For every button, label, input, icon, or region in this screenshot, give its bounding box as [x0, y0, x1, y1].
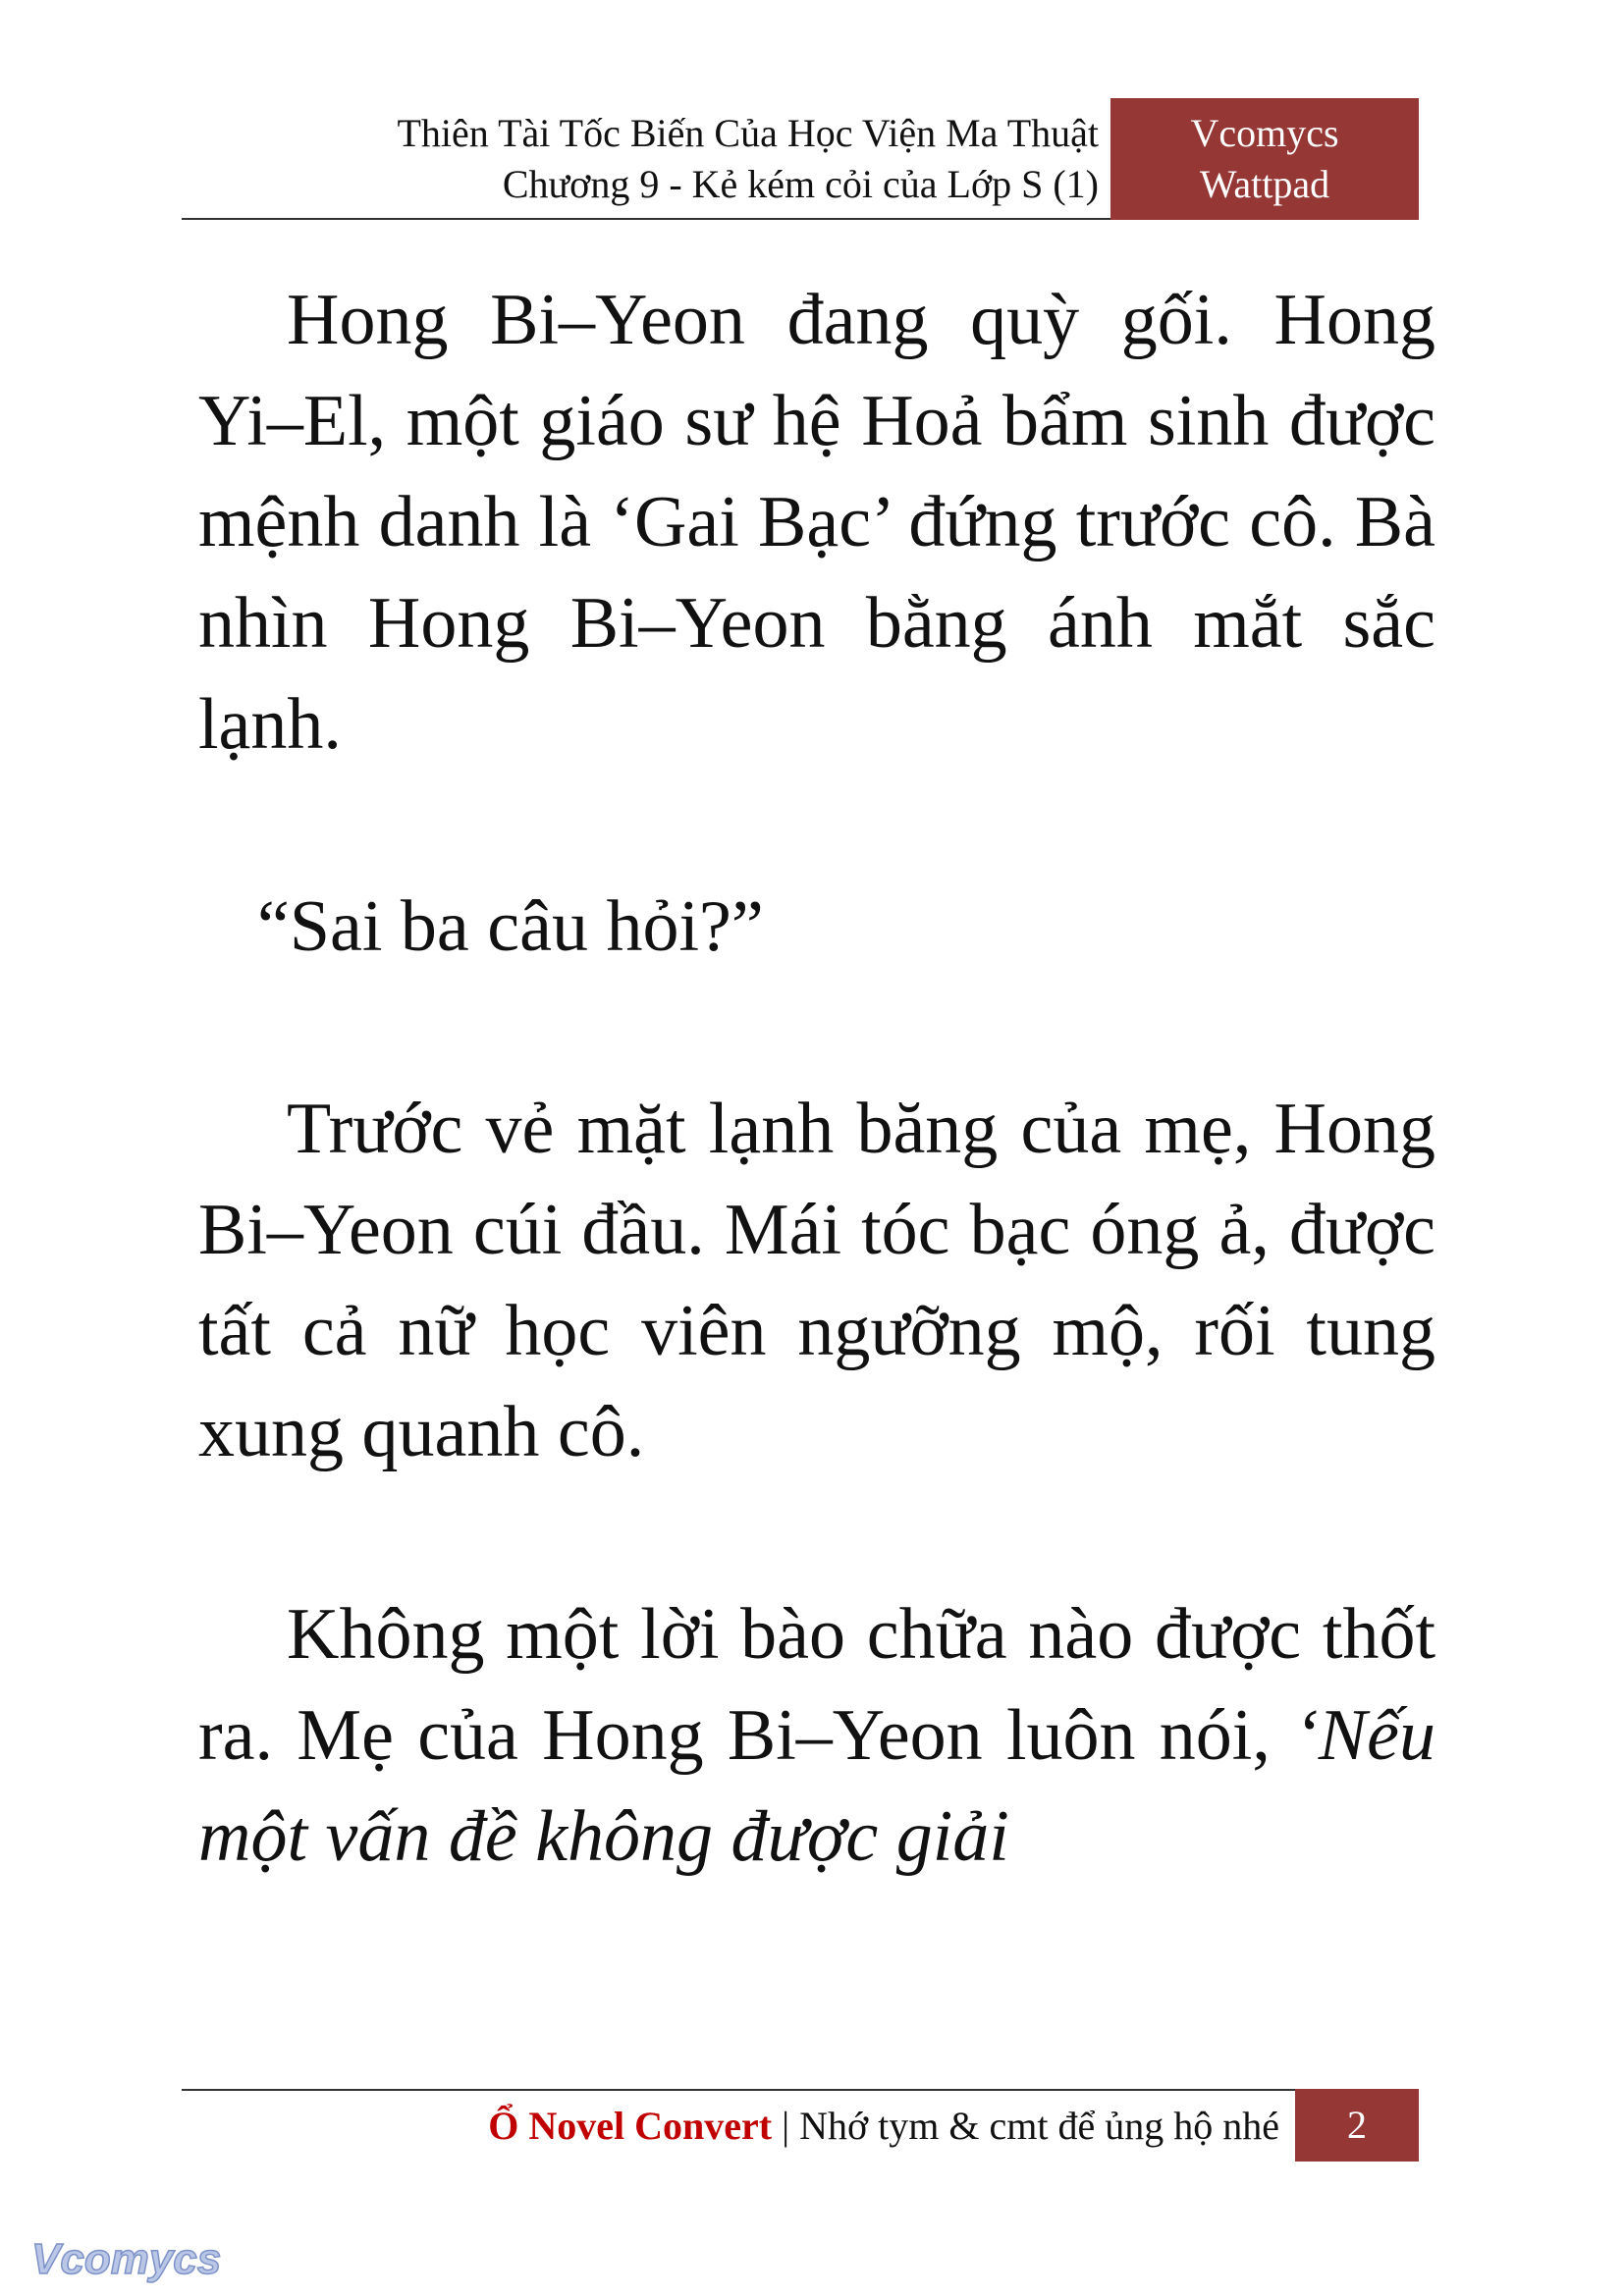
footer-note: Nhớ tym & cmt để ủng hộ nhé	[799, 2104, 1279, 2148]
page-header	[182, 98, 1419, 220]
source-badge	[1110, 98, 1419, 220]
paragraph-4	[198, 1584, 1435, 1888]
vcomycs-logo-watermark	[29, 2228, 255, 2287]
footer-text	[488, 2099, 1295, 2154]
footer-divider	[182, 2089, 1295, 2091]
footer-brand: Ổ Novel Convert	[488, 2104, 773, 2148]
paragraph-3: Trước vẻ mặt lạnh băng của mẹ, Hong Bi–Yeon cúi đầu. Mái tóc bạc óng ả, được tất cả nữ học viên ngưỡng mộ, rối tung xung quanh cô.	[198, 1089, 1435, 1472]
watermark-text: Vcomycs	[31, 2235, 222, 2283]
source-badge-line1: Vcomycs	[1190, 111, 1339, 155]
paragraph-4-italic-quote: ‘Nếu một vấn đề không được giải	[198, 1695, 1435, 1877]
header-divider	[182, 218, 1110, 220]
source-badge-line2: Wattpad	[1199, 162, 1330, 206]
page-number: 2	[1295, 2089, 1419, 2162]
book-title: Thiên Tài Tốc Biến Của Học Viện Ma Thuật	[397, 111, 1099, 155]
paragraph-1: Hong Bi–Yeon đang quỳ gối. Hong Yi–El, một giáo sư hệ Hoả bẩm sinh được mệnh danh là ‘Gai Bạc’ đứng trước cô. Bà nhìn Hong Bi–Yeon bằng ánh mắt sắc lạnh.	[198, 280, 1435, 765]
header-titles	[398, 108, 1100, 210]
page-footer	[182, 2089, 1419, 2162]
paragraph-2-dialogue: “Sai ba câu hỏi?”	[257, 886, 764, 967]
paragraph-4-text: Không một lời bào chữa nào được thốt ra. Mẹ của Hong Bi–Yeon luôn nói,	[198, 1594, 1435, 1776]
footer-separator: |	[772, 2104, 800, 2148]
chapter-body	[198, 270, 1435, 1888]
chapter-title: Chương 9 - Kẻ kém cỏi của Lớp S (1)	[502, 162, 1099, 206]
